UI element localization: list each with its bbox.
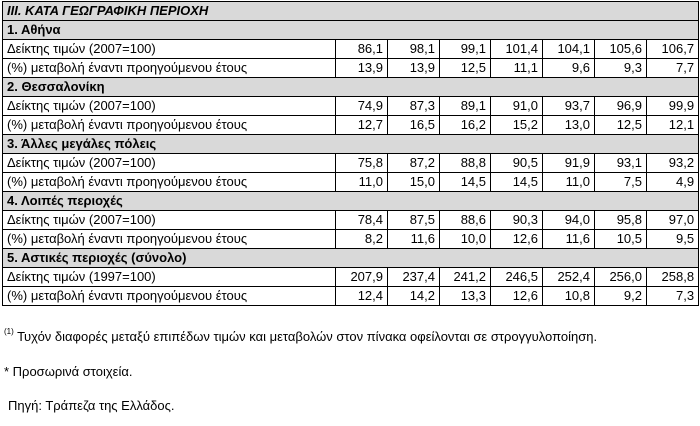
table-cell-value: 99,1 xyxy=(440,40,491,59)
table-cell-value: 7,7 xyxy=(647,59,699,78)
table-cell-value: 95,8 xyxy=(595,211,647,230)
table-cell-value: 90,3 xyxy=(491,211,543,230)
table-row xyxy=(3,116,699,135)
section-header-row xyxy=(3,2,699,21)
region-title: 3. Άλλες μεγάλες πόλεις xyxy=(3,135,699,154)
table-cell-value: 98,1 xyxy=(388,40,440,59)
table-cell-value: 258,8 xyxy=(647,268,699,287)
table-cell-value: 237,4 xyxy=(388,268,440,287)
table-cell-value: 9,5 xyxy=(647,230,699,249)
region-header-row xyxy=(3,192,699,211)
region-header-row xyxy=(3,135,699,154)
footnote-provisional: * Προσωρινά στοιχεία. xyxy=(4,364,133,379)
table-cell-value: 101,4 xyxy=(491,40,543,59)
table-cell-value: 14,2 xyxy=(388,287,440,306)
table-cell-value: 7,5 xyxy=(595,173,647,192)
table-cell-value: 13,9 xyxy=(336,59,388,78)
region-title: 4. Λοιπές περιοχές xyxy=(3,192,699,211)
table-cell-value: 12,4 xyxy=(336,287,388,306)
region-header-row xyxy=(3,249,699,268)
table-cell-value: 252,4 xyxy=(543,268,595,287)
table-row xyxy=(3,211,699,230)
table-cell-value: 9,3 xyxy=(595,59,647,78)
table-cell-value: 91,9 xyxy=(543,154,595,173)
table-cell-value: 12,6 xyxy=(491,287,543,306)
table-cell-value: 256,0 xyxy=(595,268,647,287)
row-label: (%) μεταβολή έναντι προηγούμενου έτους xyxy=(3,59,336,78)
table-cell-value: 7,3 xyxy=(647,287,699,306)
row-label: (%) μεταβολή έναντι προηγούμενου έτους xyxy=(3,230,336,249)
table-cell-value: 13,9 xyxy=(388,59,440,78)
row-label: (%) μεταβολή έναντι προηγούμενου έτους xyxy=(3,287,336,306)
table-cell-value: 88,8 xyxy=(440,154,491,173)
table-cell-value: 74,9 xyxy=(336,97,388,116)
footnote-rounding xyxy=(4,329,597,344)
price-index-table xyxy=(2,1,699,306)
region-title: 1. Αθήνα xyxy=(3,21,699,40)
row-label: Δείκτης τιμών (2007=100) xyxy=(3,40,336,59)
footnote-source: Πηγή: Τράπεζα της Ελλάδος. xyxy=(8,398,175,413)
table-cell-value: 93,7 xyxy=(543,97,595,116)
table-cell-value: 10,8 xyxy=(543,287,595,306)
table-cell-value: 11,6 xyxy=(543,230,595,249)
table-cell-value: 87,2 xyxy=(388,154,440,173)
region-title: 5. Αστικές περιοχές (σύνολο) xyxy=(3,249,699,268)
table-cell-value: 90,5 xyxy=(491,154,543,173)
table-cell-value: 16,5 xyxy=(388,116,440,135)
row-label: Δείκτης τιμών (2007=100) xyxy=(3,97,336,116)
table-cell-value: 12,6 xyxy=(491,230,543,249)
table-cell-value: 207,9 xyxy=(336,268,388,287)
table-cell-value: 13,3 xyxy=(440,287,491,306)
table-cell-value: 15,0 xyxy=(388,173,440,192)
footnote-marker: (1) xyxy=(4,327,14,336)
table-row xyxy=(3,268,699,287)
table-cell-value: 97,0 xyxy=(647,211,699,230)
table-cell-value: 75,8 xyxy=(336,154,388,173)
table-cell-value: 87,3 xyxy=(388,97,440,116)
table-cell-value: 10,0 xyxy=(440,230,491,249)
region-title: 2. Θεσσαλονίκη xyxy=(3,78,699,97)
row-label: Δείκτης τιμών (2007=100) xyxy=(3,211,336,230)
table-cell-value: 241,2 xyxy=(440,268,491,287)
table-cell-value: 14,5 xyxy=(491,173,543,192)
table-cell-value: 4,9 xyxy=(647,173,699,192)
table-cell-value: 15,2 xyxy=(491,116,543,135)
table-cell-value: 89,1 xyxy=(440,97,491,116)
table-cell-value: 10,5 xyxy=(595,230,647,249)
table-cell-value: 16,2 xyxy=(440,116,491,135)
table-body xyxy=(3,2,699,306)
table-cell-value: 104,1 xyxy=(543,40,595,59)
table-cell-value: 105,6 xyxy=(595,40,647,59)
table-cell-value: 78,4 xyxy=(336,211,388,230)
table-row xyxy=(3,59,699,78)
table-cell-value: 9,6 xyxy=(543,59,595,78)
table-cell-value: 11,0 xyxy=(336,173,388,192)
table-cell-value: 88,6 xyxy=(440,211,491,230)
table-cell-value: 94,0 xyxy=(543,211,595,230)
table-row xyxy=(3,154,699,173)
table-cell-value: 106,7 xyxy=(647,40,699,59)
table-cell-value: 12,5 xyxy=(595,116,647,135)
table-cell-value: 12,5 xyxy=(440,59,491,78)
table-row xyxy=(3,40,699,59)
table-row xyxy=(3,97,699,116)
section-title: III. ΚΑΤΑ ΓΕΩΓΡΑΦΙΚΗ ΠΕΡΙΟΧΗ xyxy=(3,2,699,21)
region-header-row xyxy=(3,21,699,40)
row-label: Δείκτης τιμών (2007=100) xyxy=(3,154,336,173)
footnote-text: Τυχόν διαφορές μεταξύ επιπέδων τιμών και μεταβολών στον πίνακα οφείλονται σε στρογγυλοποίηση. xyxy=(13,329,598,344)
row-label: (%) μεταβολή έναντι προηγούμενου έτους xyxy=(3,173,336,192)
table-cell-value: 13,0 xyxy=(543,116,595,135)
table-cell-value: 93,1 xyxy=(595,154,647,173)
table-row xyxy=(3,173,699,192)
table-row xyxy=(3,230,699,249)
region-header-row xyxy=(3,78,699,97)
table-row xyxy=(3,287,699,306)
table-cell-value: 12,7 xyxy=(336,116,388,135)
table-cell-value: 91,0 xyxy=(491,97,543,116)
table-cell-value: 86,1 xyxy=(336,40,388,59)
table-cell-value: 8,2 xyxy=(336,230,388,249)
table-cell-value: 14,5 xyxy=(440,173,491,192)
table-cell-value: 11,0 xyxy=(543,173,595,192)
table-cell-value: 12,1 xyxy=(647,116,699,135)
table-cell-value: 96,9 xyxy=(595,97,647,116)
table-cell-value: 246,5 xyxy=(491,268,543,287)
table-cell-value: 11,6 xyxy=(388,230,440,249)
row-label: Δείκτης τιμών (1997=100) xyxy=(3,268,336,287)
table-cell-value: 99,9 xyxy=(647,97,699,116)
table-cell-value: 93,2 xyxy=(647,154,699,173)
row-label: (%) μεταβολή έναντι προηγούμενου έτους xyxy=(3,116,336,135)
table-cell-value: 11,1 xyxy=(491,59,543,78)
table-cell-value: 87,5 xyxy=(388,211,440,230)
table-cell-value: 9,2 xyxy=(595,287,647,306)
